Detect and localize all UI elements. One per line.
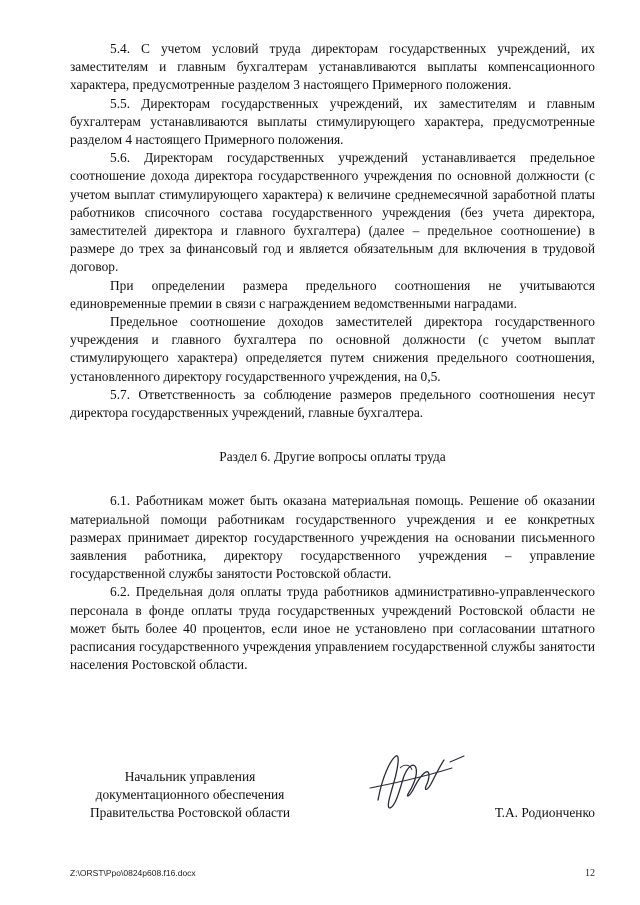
section-heading: Раздел 6. Другие вопросы оплаты труда [219,449,446,465]
paragraph-5-5: 5.5. Директорам государственных учреждений, их заместителям и главным бухгалтерам устанавливаются выплаты стимулирующего характера, предусмотренные разделом 4 настоящего Примерного положения. [70,95,595,148]
signatory-name: Т.А. Родионченко [494,805,595,820]
document-body [70,40,595,675]
signatory-title-line: Правительства Ростовской области [89,805,291,821]
page-number: 12 [585,868,595,879]
signatory-title [70,768,310,823]
signatory-title-line: документационного обеспечения [95,787,285,803]
signatory-title-line: Начальник управления [124,769,256,784]
paragraph-5-6: 5.6. Директорам государственных учреждений устанавливается предельное соотношение дохода директора государственного учреждения по основной должности (с учетом выплат стимулирующего характера) к величине среднемесячной заработной платы работников списочного состава государственного учреждения (без учета директора, заместителей директора и главного бухгалтера) (далее – предельное соотношение) в размере до трех за финансовый год и является обязательным для включения в трудовой договор. [70,150,595,275]
paragraph-6-1: 6.1. Работникам может быть оказана материальная помощь. Решение об оказании материальной помощи работникам государственного учреждения и ее конкретных размерах принимает директор государственного учреждения на основании письменного заявления работника, директору государственного учреждения – управление государственной службы занятости Ростовской области. [70,493,595,582]
paragraph-5-6-deputies: Предельное соотношение доходов заместителей директора государственного учреждения и главного бухгалтера по основной должности (с учетом выплат стимулирующего характера) определяется путем снижения предельного соотношения, установленного директору государственного учреждения, на 0,5. [70,314,595,384]
file-path: Z:\ORST\Ppo\0824p608.f16.docx [70,868,196,878]
paragraph-6-2: 6.2. Предельная доля оплаты труда работников административно-управленческого персонала в фонде оплаты труда государственных учреждений Ростовской области не может быть более 40 процентов, если иное не установлено при согласовании штатного расписания государственного учреждения управлением государственной службы занятости населения Ростовской области. [70,584,595,673]
paragraph-5-4: 5.4. С учетом условий труда директорам государственных учреждений, их заместителям и главным бухгалтерам устанавливаются выплаты компенсационного характера, предусмотренные разделом 3 настоящего Примерного положения. [70,41,595,93]
paragraph-5-6-note: При определении размера предельного соотношения не учитываются единовременные премии в связи с награждением ведомственными наградами. [70,277,595,311]
handwritten-signature [360,738,470,818]
paragraph-5-7: 5.7. Ответственность за соблюдение размеров предельного соотношения несут директора государственных учреждений, главные бухгалтера. [70,386,595,421]
